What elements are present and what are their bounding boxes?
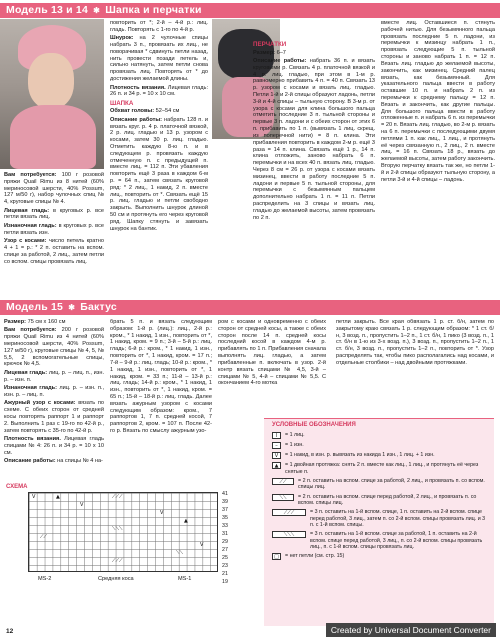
row-number: 23 (222, 563, 228, 569)
materials-label: Вам потребуется: (4, 172, 57, 178)
cable-text: число петель кратно 4 + 1 = р.: * 2 п. оставить на вспом. спице за работой, 2 лиц., затем петли со вспом. спицы провязать лиц. (4, 238, 104, 265)
s1-column-1 (4, 172, 104, 292)
s1-column-2 (110, 20, 208, 295)
scarf-purl-text: лиц. р. – изн. п., изн. р. – лиц. п. (4, 385, 104, 398)
legend-desc: = 2 п. оставить на вспом. спице перед работой, 2 лиц., и провязать п. со вспом. спицы лиц. (298, 493, 477, 507)
row-number: 19 (222, 579, 228, 585)
scarf-desc-text: на спицы № 4 на- (57, 458, 103, 464)
scarf-materials-text: 200 г розовой пряжи Quail Rimu из 4 нитей (60% мериносовой шерсти, 40% Possum, 127 м/50 г), круговые спицы № 4, 5, № 5,5, 2 вспомогательные спицы, крючок № 4,5. (4, 327, 104, 368)
knitting-chart (28, 492, 258, 610)
cord-label: Шнурок: (110, 35, 134, 42)
s2c3-text: ром с косами и одновременно с обеих сторон от средней косы, а также с обеих сторон после 14 п. средней косы последний косой в каждом 4-м р. прибавлять по 1 п. Прибавления сначала выполнять лиц. гладью, а затем прибавленные п. включать в узор. 2-й контр вязать спицами № 4,5, 3-й – спицами № 5, 4-й – спицами № 5,5. С окончанием 4-го мотка (218, 319, 326, 387)
section1-subtitle: Шапка и перчатки (105, 4, 202, 17)
scarf-materials-label: Вам потребуется: (4, 327, 57, 334)
yarn-over-mark: V (80, 502, 84, 508)
middle-cable-label: Средняя коса (98, 576, 134, 582)
s2c4-text: петли закрыть. Все края обвязать 1 р. ст. б/н, затем по закрытому краю связать 1 р. следующим образом: * 1 ст. б/н, 3 возд. п., пропустить 1–2 п., 1 ст. б/н, 1 пико (3 возд. п., 1 ст. б/н в 1-ю из 3-х возд. п.), 3 возд. п., пропустить 1–2 п., 1 ст. б/н, 3 возд. п., пропустить 1–2 п., повторить от *. Узор распределять так, чтобы пико располагались над косами, и отдельные столбики – над двойными протяжками. (336, 319, 494, 366)
s1-column-4 (381, 20, 495, 295)
scarf-gauge-label: Плотность вязания. (4, 435, 61, 442)
cable-mark: ⟍⟍ (176, 550, 184, 556)
cable-mark: ⟍⟍⟍ (112, 526, 123, 532)
legend-desc: = 1 лиц. (285, 432, 305, 439)
cable-mark: ⟋⟋⟋ (112, 494, 123, 500)
row-number: 33 (222, 523, 228, 529)
row-number: 41 (222, 491, 228, 497)
s1-column-3 (253, 40, 375, 295)
cable-left-3-icon: ⟍⟍⟍ (272, 531, 306, 538)
chart-row-numbers (222, 490, 242, 586)
cable-right-3-icon: ⟋⟋⟋ (272, 509, 306, 516)
legend-row (272, 553, 488, 560)
materials-text: 100 г розовой пряжи Quail Rimu из 8 нитей (60% мериносовой шерсти, 40% Possum, 127 м/50 г), набор чулочных спиц № 4, круговые спицы № 4. (4, 172, 104, 206)
gloves-size-label: Размер: (253, 49, 276, 56)
legend-row (272, 432, 488, 439)
cable-left-2-icon: ⟍⟍ (272, 494, 294, 501)
legend-desc: = 3 п. оставить на 1-й вспом. спице за работой, 1 п. оставить на 2-й вспом. спице перед работой, 3 лиц., п. со 2-й вспом. спицы провязать лиц., п. с 1-й вспом. спицы провязать лиц. (310, 531, 483, 551)
chart-labels (28, 576, 228, 586)
head-size-text: 52–54 см (155, 108, 180, 115)
no-stitch-icon: □ (272, 553, 281, 560)
section1-banner (0, 3, 500, 18)
s2-column-4 (336, 319, 494, 415)
face-shape (28, 53, 74, 109)
legend-row (272, 531, 488, 550)
legend-desc: = нет петли (см. стр. 15) (285, 553, 345, 560)
section2-title: Модель 15 (6, 301, 64, 314)
legend-row (272, 452, 488, 459)
star-icon: ✱ (68, 303, 76, 313)
scarf-purl-label: Изнаночная гладь: (4, 385, 57, 392)
gauge-label: Плотность вязания. (110, 84, 166, 91)
legend-desc: = 3 п. оставить на 1-й вспом. спице, 1 п. оставить на 2-й вспом. спице перед работой, 3 лиц., затем п. со 2-й вспом. спицы провязать лиц. и 3 п. с 1-й вспом. спицы. (310, 509, 486, 529)
gloves-desc-label: Описание работы: (253, 57, 307, 64)
repeat-label-ms1: MS-1 (178, 576, 192, 582)
yarn-over-mark: V (32, 494, 36, 500)
yarn-over-mark: V (160, 510, 164, 516)
chart-grid (28, 492, 218, 572)
face-label: Лицевая гладь: (4, 207, 50, 214)
s2-column-2 (110, 319, 212, 481)
cable-mark: ⟋⟋ (40, 534, 48, 540)
yarn-over-icon: V (272, 452, 281, 459)
row-number: 37 (222, 507, 228, 513)
section1-title: Модель 13 и 14 (6, 4, 89, 17)
scarf-face-label: Лицевая гладь: (4, 369, 48, 376)
purl-label: Изнаночная гладь: (4, 222, 57, 229)
row-number: 31 (222, 531, 228, 537)
knit-stitch-icon: I (272, 432, 281, 439)
s1c4-text: вместе лиц. Оставшиеся п. стянуть рабочей нитью. Для безымянного пальца провязать последние 5 п. ладони, из перемычки к мизинцу набрать 1 п., провязать следующие 5 п. тыльной стороны и заново набрать 1 п. = 12 п. Вязать лиц. гладью до желаемой высоты, закончить, как мизинец. Средний палец вязать, как безымянный. Для указательного пальца ввести в работу оставшие 10 п. и набрать 2 п. из перемычки к среднему пальцу = 12 п. Вязать и закончить, как другие пальцы. Для большого пальца ввести в работу отложенные п. и набрать 6 п. из перемычки = 20 п. Вязать лиц. гладью, во 2-м р. вязать на 6 п. перемычки с последующими двумя петлями 1 п. как лиц., 1 лиц., и протянуть её через связанную п., 2 лиц., 2 п. вместе лиц. = 16 п. Связать 18 р., вязать до желаемой высоты, затем работу закончить. Вторую перчатку вязать так же, но петли 1-й и 2-й спицы образуют тыльную сторону, а петли 3-й и 4-й спицы – ладонь. (381, 20, 495, 183)
s2-column-3 (218, 319, 326, 415)
scarf-face-text: лиц. р. – лиц. п., изн. р. – изн. п. (4, 369, 104, 383)
purl-stitch-icon: – (272, 442, 281, 449)
page-number: 12 (6, 628, 14, 635)
double-decrease-mark: ▲ (56, 494, 60, 500)
model-photo-hat (0, 19, 104, 169)
scarf-size-text: 75 см х 160 см (27, 319, 66, 325)
cable-label: Узор с косами: (4, 238, 47, 245)
symbols-title: УСЛОВНЫЕ ОБОЗНАЧЕНИЯ (272, 422, 356, 428)
double-decrease-icon: ▲ (272, 462, 281, 469)
scarf-shape (10, 105, 96, 169)
scarf-cable-label: Ажурный узор с косами: (4, 400, 76, 407)
cord-text: на 2 чулочные спицы набрать 3 п., провязать их лиц., не поворачивая * сдвинуть петли назад, нить провести позади петель и, сильно натянуть, затем петли снова провязать лиц. Повторять от * до достижения желаемой длины. (110, 35, 208, 83)
s2c2-text: брать 5 п. и вязать следующим образом: 1-й р. (лиц.): лиц., 2-й р.: кром., * 1 накид, 1 изн., повторить от *, 1 накид, кром. = 9 п.; 3-й – 5-й р.: лиц. гладь; 6-й р.: кром., * 1 накид, 1 изн., повторить от *, 1 накид, кром. = 17 п.; 7-й – 9-й р.: лиц. гладь; 10-й р.: кром., * 1 накид, 1 изн., повторить от *, 1 накид, кром. = 33 п.; 11-й – 13-й р.: лиц. гладь; 14-й р.: кром., * 1 накид, 1 изн., повторить от *, 1 накид, кром. = 65 п.; 15-й – 18-й р.: лиц. гладь. Далее вязать ажурным узором с косами следующим образом: кром., 7 раппортов 1, 7 п. средней косой, 7 раппортов 2, кром. = 107 п. После 42-го р. Вязать по смыслу ажурным узо- (110, 319, 212, 434)
legend-desc: = 1 двойная протяжка: снять 2 п. вместе как лиц., 1 лиц., и протянуть её через снятые п. (285, 462, 479, 475)
face-text: в круговых р. все петли вязать лиц. (4, 207, 104, 221)
hat-desc-text: набрать 128 п. и вязать круг. р. 4 р. платочной вязкой, 2 р. лиц. гладью и 13 р. узором с косами, затем 30 р. лиц. гладью. Отметить каждую 8-ю п. и в следующем р. провязать каждую отмеченную п. с предыдущей п. вместе лиц. = 112 п. Эти убавления повторить ещё 3 раза в каждом 6-м р. = 64 п., затем связать круговой ряд: * 2 лиц., 1 накид, 2 п. вместе лиц., повторить от *. Связать ещё 15 р. лиц. гладью и петли свободно закрыть. Выполнить шнурок длиной 50 см и протянуть его через круговой ряд. Шапку стянуть и завязать шнурок на бантик. (110, 116, 208, 232)
repeat-label-ms2: MS-2 (38, 576, 52, 582)
double-decrease-mark: ▲ (184, 518, 188, 524)
cable-right-2-icon: ⟋⟋ (272, 478, 294, 485)
converter-watermark: Created by Universal Document Converter (326, 623, 496, 637)
gloves-size-text: 6–7 (276, 49, 286, 56)
legend-row (272, 478, 488, 491)
head-size-label: Обхват головы: (110, 108, 155, 115)
section2-banner (0, 300, 500, 315)
legend-desc: = 2 п. оставить на вспом. спице за работой, 2 лиц., и провязать п. со вспом. спицы лиц. (298, 478, 485, 491)
row-number: 29 (222, 539, 228, 545)
chart-heading: СХЕМА (6, 484, 28, 490)
legend-desc: = 1 накид, в изн. р. вывязать из накида 1 изн., 1 лиц. + 1 изн. (285, 452, 435, 459)
legend-row (272, 494, 488, 507)
gloves-heading: ПЕРЧАТКИ (253, 41, 287, 48)
section2-subtitle: Бактус (80, 301, 117, 314)
yarn-over-mark: V (200, 542, 204, 548)
gloves-desc-text: набрать 36 п. и вязать круговыми р. Связать 4 р. платочной вязкой и 4 р. лиц. гладью, при этом в 1-м р. равномерно прибавить 4 п. = 40 п. Связать 13 р. узором с косами и вязать лиц. гладью. Петли 1-й и 2-й спицы образуют ладонь, петли 3-й и 4-й спицы – тыльную сторону. В 3-м р. от узора с косами для клина большого пальца отметить последние 3 п. тыльной стороны и первые 3 п. ладони и с обеих сторон от этих 6 п. прибавить по 1 п. (вывязать 1 лиц. скрещ. из поперечной нити) = 8 п. клина. Эти прибавления повторить в каждом 2-м р. ещё 3 раза = 14 п. клина. Связать ещё 1 р., 14 п. клина отложить, заново набрать 6 п. перемычки и на всех 40 п. вязать лиц. гладью. Через 8 см = 26 р. от узора с косами вязать мизинец, ввести в работу последние 5 п. ладони и первые 5 п. тыльной стороны, для перемычки с безымянным пальцем дополнительно набрать 1 п. = 11 п. Петли распределить на 3 спицы и вязать лиц. гладью до желаемой высоты, затем провязать по 2 п. (253, 57, 375, 221)
s2-column-1 (4, 319, 104, 481)
row-number: 27 (222, 547, 228, 553)
row-number: 25 (222, 555, 228, 561)
gauge-text: Лицевая гладь: 26 п. и 34 р. = 10 х 10 см. (110, 84, 208, 98)
cable-mark: ⟋⟋⟋ (112, 558, 123, 564)
star-icon: ✱ (93, 6, 101, 16)
symbols-legend (264, 418, 494, 626)
legend-row (272, 509, 488, 528)
hat-desc-label: Описание работы: (110, 116, 163, 123)
row-number: 21 (222, 571, 228, 577)
scarf-size-label: Размер: (4, 319, 27, 325)
legend-row (272, 462, 488, 475)
scarf-cable-text: вязать по схеме. С обеих сторон от средней косы повторять раппорт 1 и раппорт 2. Выполнить 1 раз с 19-го по 42-й р., затем повторять с 35-го по 42-й р. (4, 400, 104, 434)
row-number: 39 (222, 499, 228, 505)
s1c2-intro: повторить от *; 2-й – 4-й р.: лиц. гладь. Повторять с 1-го по 4-й р. (110, 20, 208, 33)
scarf-desc-label: Описание работы: (4, 458, 56, 464)
purl-text: в круговых р. все петли вязать изн. (4, 222, 104, 236)
legend-row (272, 442, 488, 449)
legend-desc: = 1 изн. (285, 442, 304, 449)
scarf-gauge-text: Лицевая гладь спицами № 4: 26 п. и 34 р. = 10 х 10 см. (4, 435, 104, 456)
row-number: 35 (222, 515, 228, 521)
hat-heading: ШАПКА (110, 99, 134, 107)
